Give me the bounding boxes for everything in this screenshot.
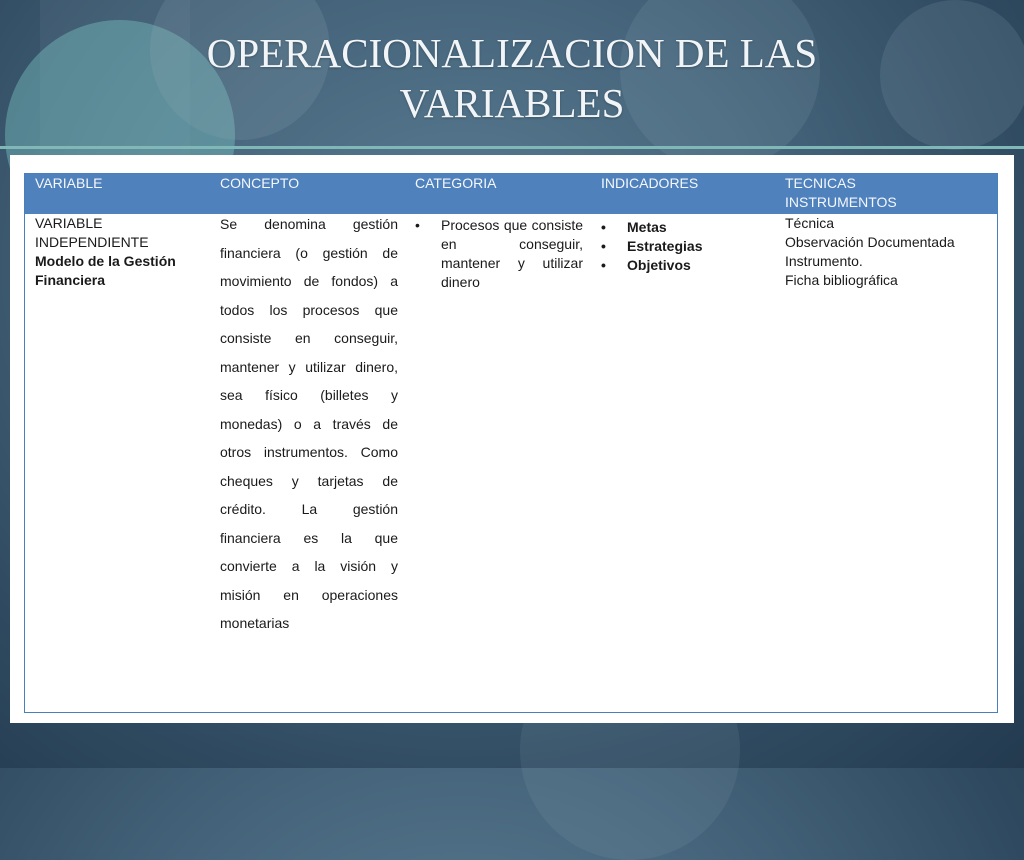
variable-name-line1: Modelo de la Gestión — [35, 253, 176, 269]
background-circle — [880, 0, 1024, 150]
cell-variable — [35, 214, 176, 290]
list-item: • Procesos que consiste en conseguir, mantener y utilizar dinero — [413, 216, 583, 292]
variable-type-line1: VARIABLE — [35, 215, 103, 231]
list-item: Instrumento. — [785, 253, 863, 269]
header-tecnicas — [785, 174, 897, 212]
operationalization-table — [24, 173, 998, 713]
list-item: • Objetivos — [599, 256, 702, 275]
header-tecnicas-line2: INSTRUMENTOS — [785, 194, 897, 210]
list-item: • Estrategias — [599, 237, 702, 256]
table-header-row — [25, 174, 997, 214]
cell-concepto: Se denomina gestión financiera (o gestión de movimiento de fondos) a todos los procesos que consiste en conseguir, mantener y utilizar dinero, sea físico (billetes y monedas) o a través de otros instrumentos. Como cheques y tarjetas de crédito. La gestión financiera es la que convierte a la visión y misión en operaciones monetarias — [220, 216, 398, 631]
header-variable: VARIABLE — [35, 175, 103, 191]
header-indicadores: INDICADORES — [601, 175, 699, 191]
cell-tecnicas — [785, 214, 955, 290]
slide-title — [150, 28, 874, 128]
list-item: Técnica — [785, 215, 835, 231]
slide-title-line2: VARIABLES — [399, 80, 625, 126]
header-tecnicas-line1: TECNICAS — [785, 175, 856, 191]
header-concepto: CONCEPTO — [220, 175, 300, 191]
categoria-list — [413, 216, 583, 292]
list-item: Ficha bibliográfica — [785, 272, 898, 288]
tecnicas-list — [785, 214, 955, 290]
list-item: • Metas — [599, 218, 702, 237]
indicadores-list — [599, 218, 702, 275]
header-categoria: CATEGORIA — [415, 175, 497, 191]
list-item: Observación Documentada — [785, 234, 955, 250]
variable-type-line2: INDEPENDIENTE — [35, 234, 149, 250]
variable-name-line2: Financiera — [35, 272, 106, 288]
cell-categoria — [413, 216, 583, 292]
title-divider — [0, 146, 1024, 149]
cell-indicadores — [599, 218, 702, 275]
slide-title-line1: OPERACIONALIZACION DE LAS — [206, 30, 818, 76]
